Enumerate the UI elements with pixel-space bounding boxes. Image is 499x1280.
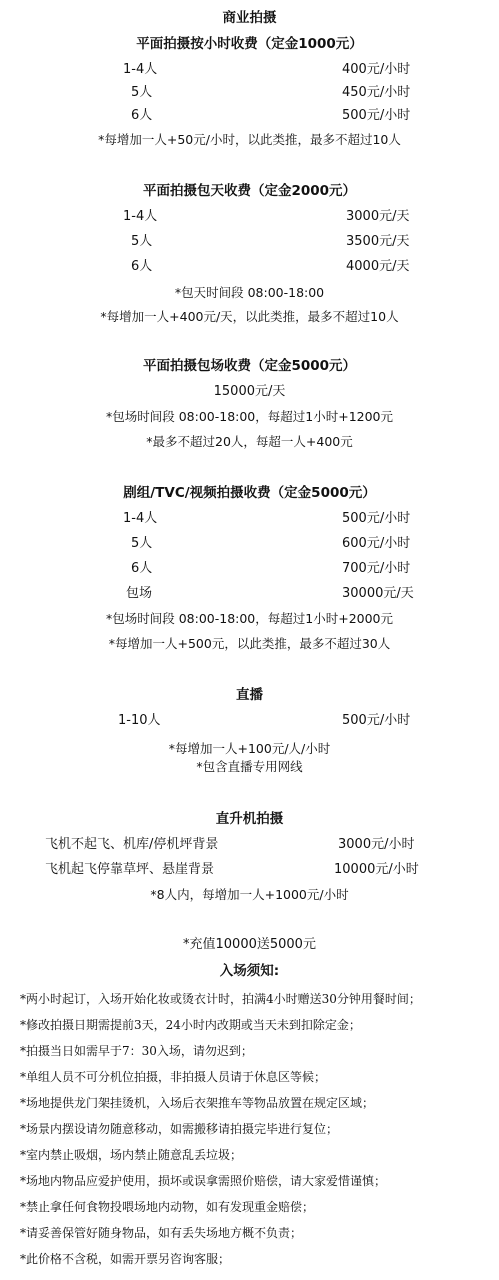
recharge-offer: *充值10000送5000元: [183, 937, 316, 952]
crew-note-extra: *每增加一人+500元，以此类推，最多不超过30人: [108, 636, 391, 651]
rule-item: *修改拍摄日期需提前3天，24小时内改期或当天未到扣除定金；: [20, 1018, 361, 1032]
rule-item: *场景内摆设请勿随意移动，如需搬移请拍摄完毕进行复位；: [20, 1122, 339, 1136]
rule-item: *拍摄当日如需早于7：30入场，请勿迟到；: [20, 1044, 253, 1058]
section-heading-live: 直播: [236, 687, 263, 703]
crew-people: 6人: [131, 561, 153, 576]
rule-item: *禁止拿任何食物投喂场地内动物，如有发现重金赔偿；: [20, 1200, 315, 1214]
rule-item: *两小时起订，入场开始化妆或烫衣计时，拍满4小时赠送30分钟用餐时间；: [20, 992, 421, 1006]
heli-desc: 飞机不起飞、机库/停机坪背景: [45, 837, 219, 852]
rule-item: *此价格不含税，如需开票另咨询客服；: [20, 1252, 231, 1266]
hourly-note: *每增加一人+50元/小时，以此类推，最多不超过10人: [98, 132, 401, 147]
daily-note-hours: *包天时间段 08:00-18:00: [174, 285, 325, 300]
daily-people: 6人: [131, 259, 153, 274]
crew-people: 1-4人: [123, 511, 158, 526]
live-price: 500元/小时: [342, 713, 411, 728]
rule-item: *室内禁止吸烟，场内禁止随意乱丢垃圾；: [20, 1148, 243, 1162]
crew-people: 5人: [131, 536, 153, 551]
hourly-price: 500元/小时: [342, 108, 411, 123]
section-heading-daily: 平面拍摄包天收费（定金2000元）: [142, 183, 357, 199]
crew-price: 700元/小时: [342, 561, 411, 576]
rule-item: *场地内物品应爱护使用，损坏或误拿需照价赔偿，请大家爱惜谨慎；: [20, 1174, 387, 1188]
section-heading-hourly: 平面拍摄按小时收费（定金1000元）: [136, 36, 363, 52]
daily-price: 3500元/天: [346, 234, 410, 249]
hourly-people: 6人: [131, 108, 153, 123]
daily-note-extra: *每增加一人+400元/天，以此类推，最多不超过10人: [100, 309, 399, 324]
daily-people: 1-4人: [123, 209, 158, 224]
page-title: 商业拍摄: [222, 10, 277, 26]
hourly-people: 5人: [131, 85, 153, 100]
heli-price: 10000元/小时: [334, 862, 419, 877]
heli-price: 3000元/小时: [338, 837, 415, 852]
rule-item: *场地提供龙门架挂烫机，入场后衣架推车等物品放置在规定区域；: [20, 1096, 375, 1110]
crew-people: 包场: [126, 586, 153, 601]
daily-price: 3000元/天: [346, 209, 410, 224]
daily-people: 5人: [131, 234, 153, 249]
heli-desc: 飞机起飞停靠草坪、悬崖背景: [45, 862, 215, 877]
section-heading-heli: 直升机拍摄: [215, 811, 284, 827]
live-note-extra: *每增加一人+100元/人/小时: [168, 741, 331, 756]
section-heading-crew: 剧组/TVC/视频拍摄收费（定金5000元）: [123, 485, 376, 501]
crew-price: 30000元/天: [342, 586, 414, 601]
crew-note-hours: *包场时间段 08:00-18:00，每超过1小时+2000元: [105, 611, 394, 626]
daily-price: 4000元/天: [346, 259, 410, 274]
hourly-people: 1-4人: [123, 62, 158, 77]
live-people: 1-10人: [118, 713, 161, 728]
hourly-price: 400元/小时: [342, 62, 411, 77]
crew-price: 500元/小时: [342, 511, 411, 526]
live-note-network: *包含直播专用网线: [196, 759, 303, 774]
venue-note-hours: *包场时间段 08:00-18:00，每超过1小时+1200元: [105, 409, 394, 424]
crew-price: 600元/小时: [342, 536, 411, 551]
rules-heading: 入场须知:: [219, 963, 280, 979]
venue-price: 15000元/天: [213, 384, 286, 399]
hourly-price: 450元/小时: [342, 85, 411, 100]
rule-item: *请妥善保管好随身物品，如有丢失场地方概不负责；: [20, 1226, 303, 1240]
heli-note: *8人内，每增加一人+1000元/小时: [150, 887, 349, 902]
venue-note-limit: *最多不超过20人，每超一人+400元: [146, 434, 353, 449]
section-heading-venue: 平面拍摄包场收费（定金5000元）: [142, 358, 357, 374]
rule-item: *单组人员不可分机位拍摄，非拍摄人员请于休息区等候；: [20, 1070, 327, 1084]
